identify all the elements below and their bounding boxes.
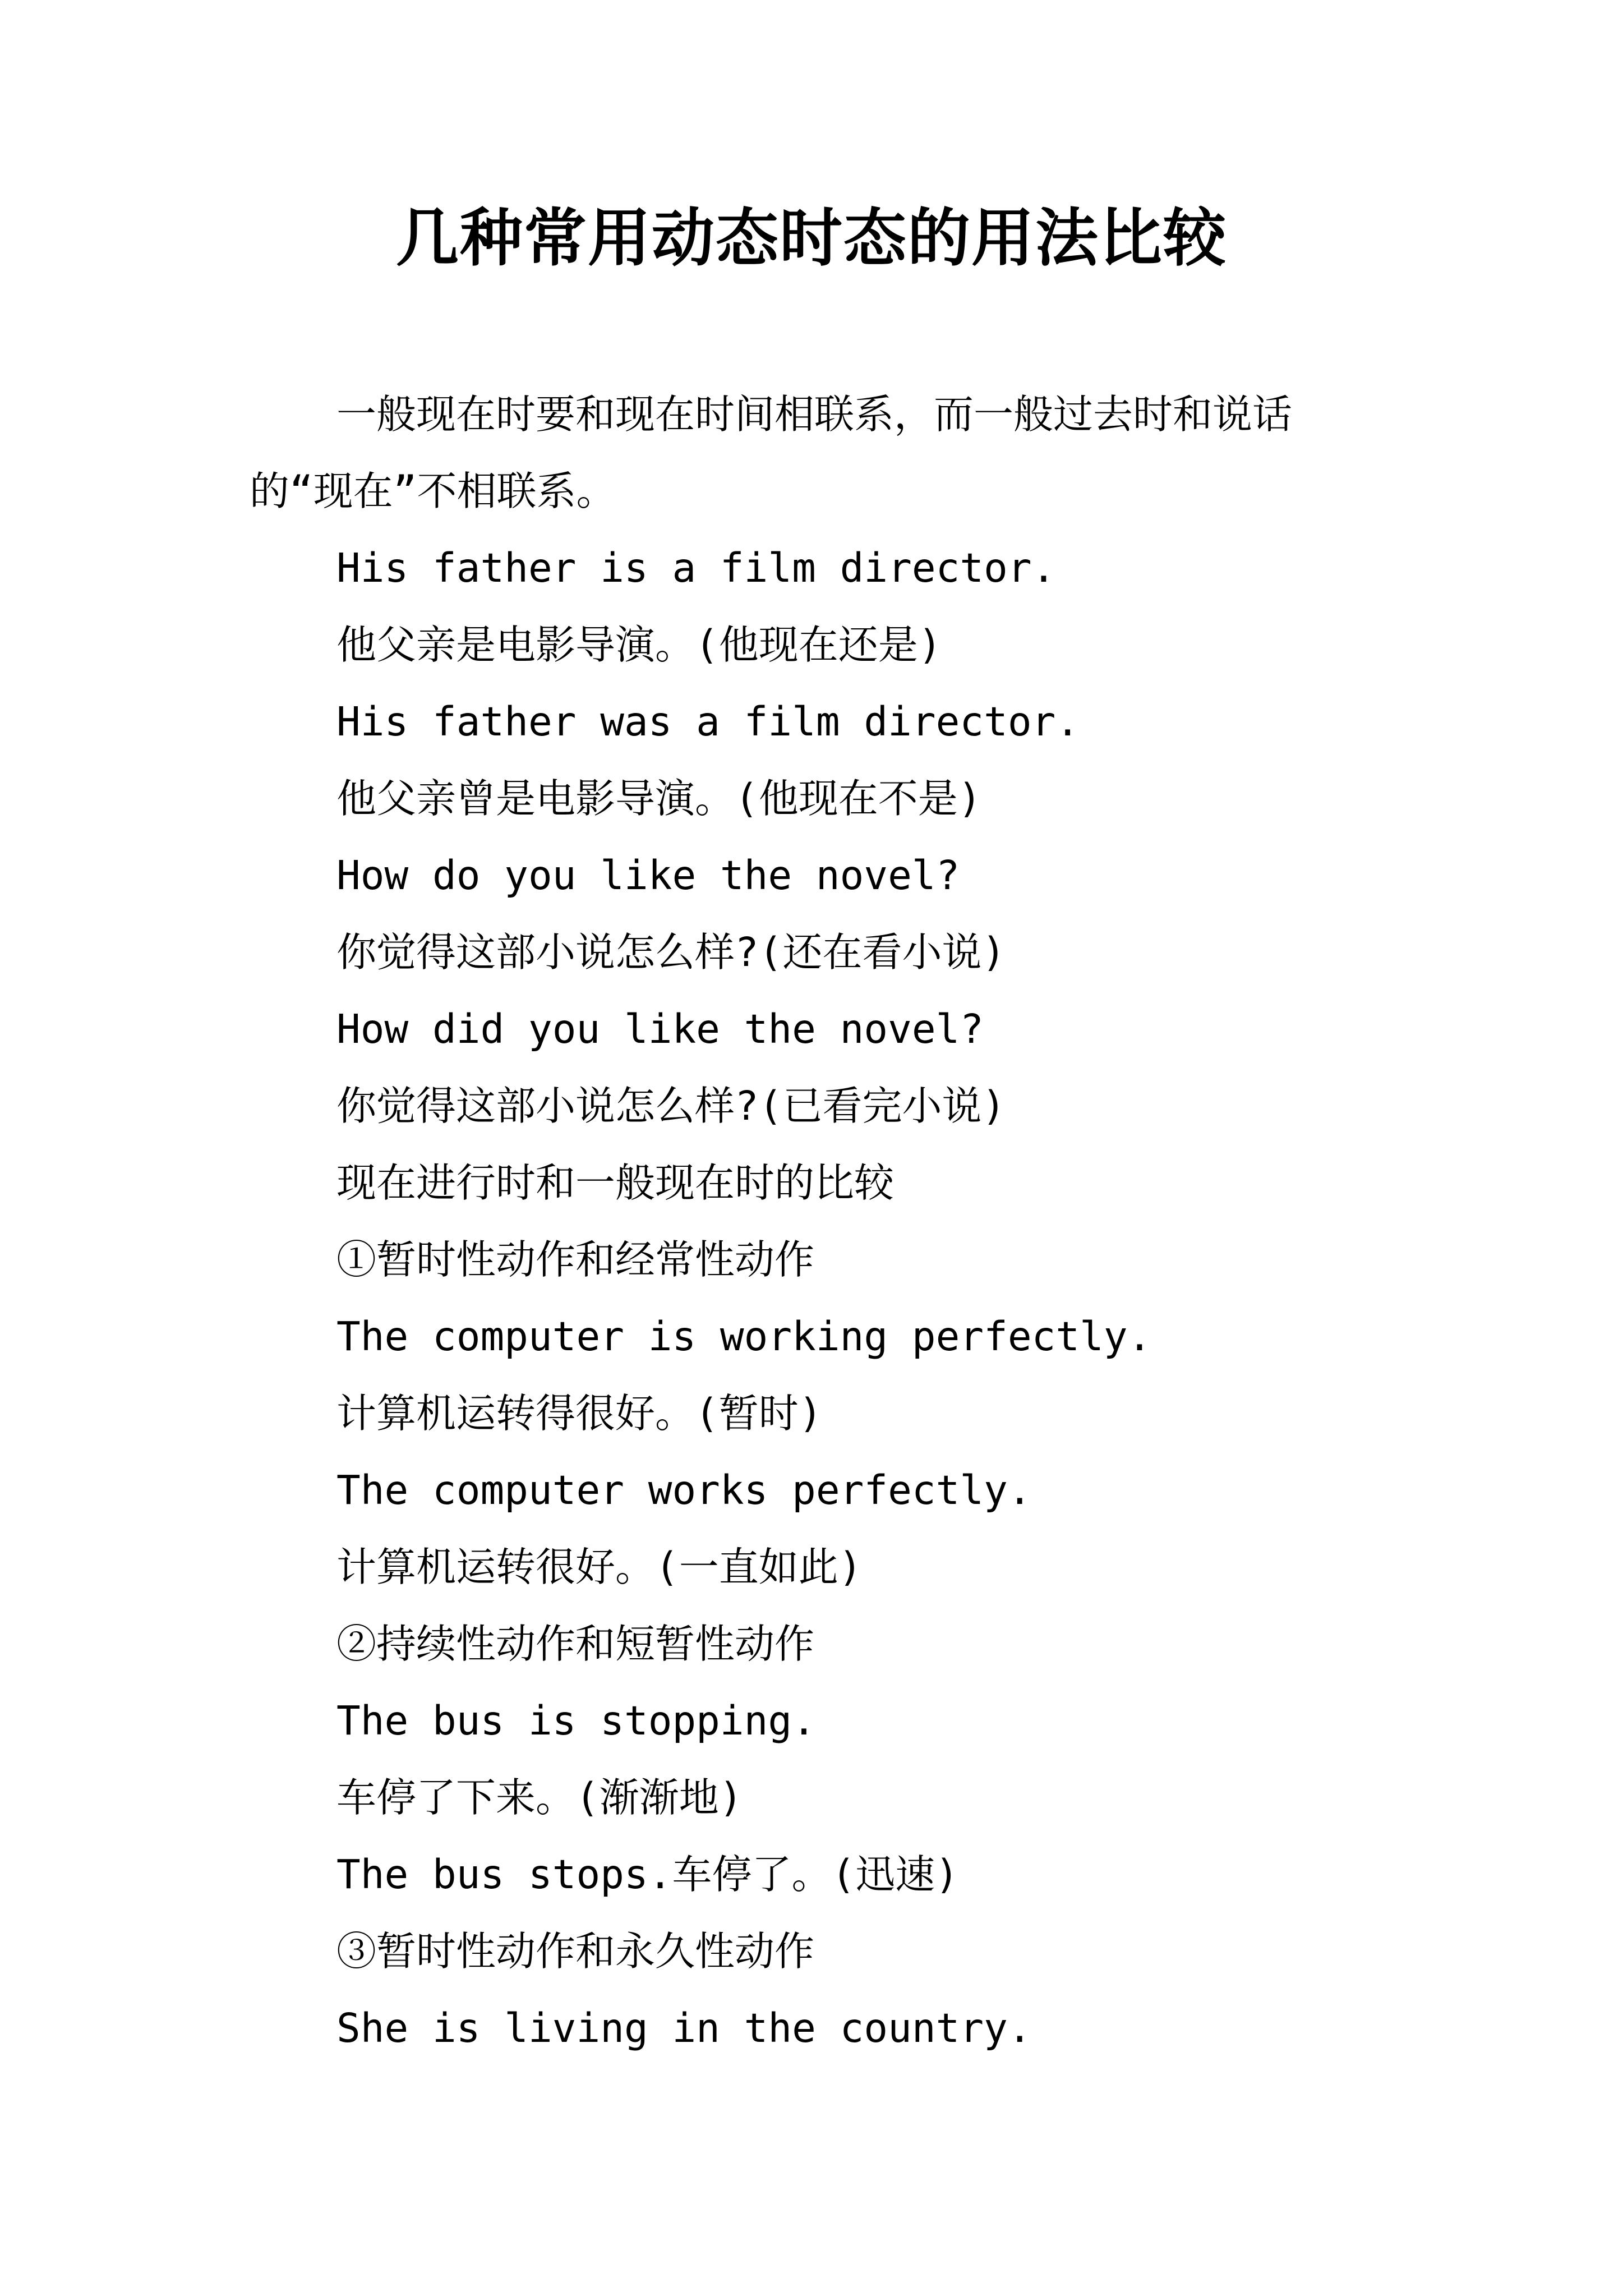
text-line: 计算机运转得很好。(暂时) <box>336 1390 823 1437</box>
subsection-heading: ③暂时性动作和永久性动作 <box>336 1928 815 1975</box>
text-line: His father was a film director. <box>336 698 1080 745</box>
subsection-heading: ①暂时性动作和经常性动作 <box>336 1236 815 1283</box>
text-line: The bus is stopping. <box>336 1697 816 1744</box>
text-line: 他父亲曾是电影导演。(他现在不是) <box>336 775 982 822</box>
text-line: She is living in the country. <box>336 2005 1032 2051</box>
text-line: His father is a film director. <box>336 545 1056 591</box>
text-line: 你觉得这部小说怎么样?(还在看小说) <box>336 929 1006 976</box>
subsection-heading: ②持续性动作和短暂性动作 <box>336 1621 815 1667</box>
text-line: 车停了下来。(渐渐地) <box>336 1774 743 1821</box>
text-line: 计算机运转很好。(一直如此) <box>336 1544 863 1590</box>
text-line: The computer works perfectly. <box>336 1467 1032 1513</box>
intro-paragraph: 一般现在时要和现在时间相联系，而一般过去时和说话的“现在”不相联系。 <box>250 391 1293 514</box>
text-line: How do you like the novel? <box>336 852 960 899</box>
text-line: The bus stops.车停了。(迅速) <box>336 1851 959 1898</box>
text-line: How did you like the novel? <box>336 1006 984 1052</box>
document-body <box>0 376 1623 2067</box>
section-heading: 现在进行时和一般现在时的比较 <box>336 1159 895 1206</box>
text-line: 你觉得这部小说怎么样?(已看完小说) <box>336 1083 1006 1129</box>
text-line: The computer is working perfectly. <box>336 1313 1152 1360</box>
document-title: 几种常用动态时态的用法比较 <box>396 201 1227 275</box>
text-line: 他父亲是电影导演。(他现在还是) <box>336 622 942 668</box>
